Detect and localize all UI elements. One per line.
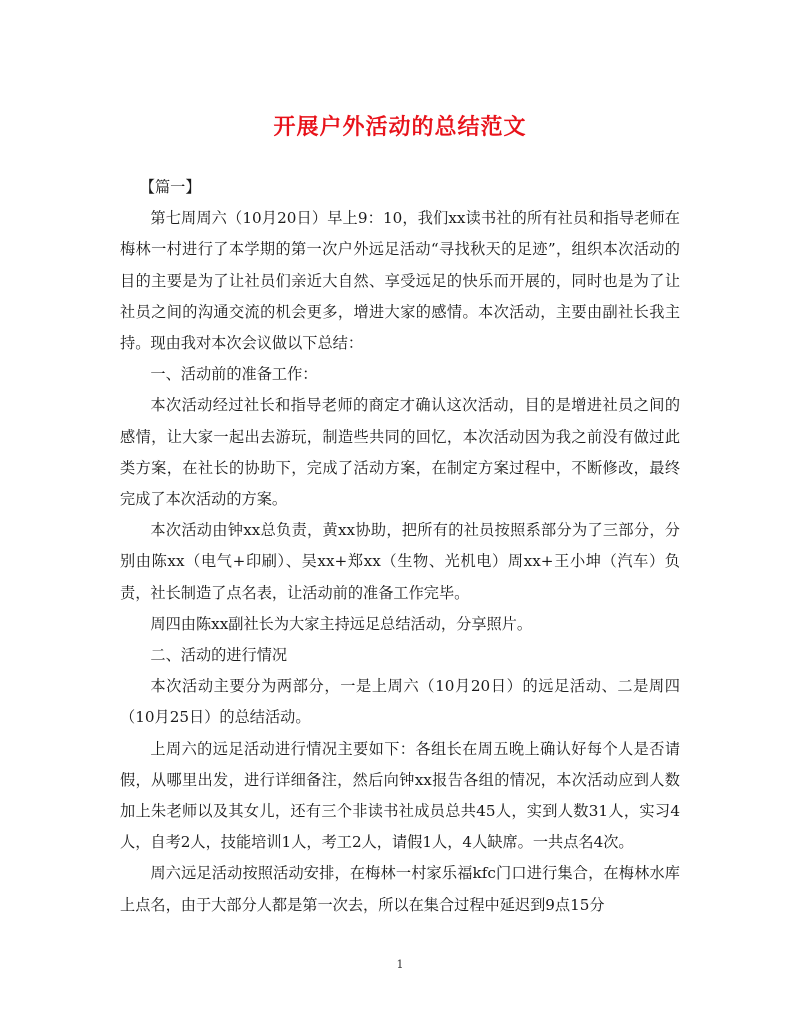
document-title: 开展户外活动的总结范文 [273, 114, 527, 140]
paragraph: 周四由陈xx副社长为大家主持远足总结活动，分享照片。 [150, 614, 533, 633]
document-body [120, 172, 680, 921]
heading-preparation: 一、活动前的准备工作： [150, 365, 318, 384]
paragraph: 第七周周六（10月20日）早上9：10，我们xx读书社的所有社员和指导老师在梅林一村进行了本学期的第一次户外远足活动“寻找秋天的足迹”，组织本次活动的目的主要是为了让社员们亲近大自然、享受远足的快乐而开展的，同时也是为了让社员之间的沟通交流的机会更多，增进大家的感情。本次活动，主要由副社长我主持。现由我对本次会议做以下总结： [120, 209, 680, 353]
page-number: 1 [396, 958, 404, 971]
paragraph: 本次活动经过社长和指导老师的商定才确认这次活动，目的是增进社员之间的感情，让大家一起出去游玩，制造些共同的回忆，本次活动因为我之前没有做过此类方案，在社长的协助下，完成了活动方案，在制定方案过程中，不断修改，最终完成了本次活动的方案。 [120, 396, 680, 509]
paragraph: 本次活动主要分为两部分，一是上周六（10月20日）的远足活动、二是周四（10月25日）的总结活动。 [120, 677, 680, 727]
paragraph: 上周六的远足活动进行情况主要如下：各组长在周五晚上确认好每个人是否请假，从哪里出发，进行详细备注，然后向钟xx报告各组的情况，本次活动应到人数加上朱老师以及其女儿，还有三个非读书社成员总共45人，实到人数31人，实习4人，自考2人，技能培训1人，考工2人，请假1人，4人缺席。一共点名4次。 [120, 739, 680, 852]
paragraph: 周六远足活动按照活动安排，在梅林一村家乐福kfc门口进行集合，在梅林水库上点名，由于大部分人都是第一次去，所以在集合过程中延迟到9点15分 [120, 864, 680, 914]
heading-progress: 二、活动的进行情况 [150, 646, 288, 665]
paragraph: 本次活动由钟xx总负责，黄xx协助，把所有的社员按照系部分为了三部分，分别由陈xx（电气+印刷）、吴xx+郑xx（生物、光机电）周xx+王小坤（汽车）负责，社长制造了点名表，让活动前的准备工作完毕。 [120, 521, 680, 602]
section-label: 【篇一】 [139, 178, 201, 196]
